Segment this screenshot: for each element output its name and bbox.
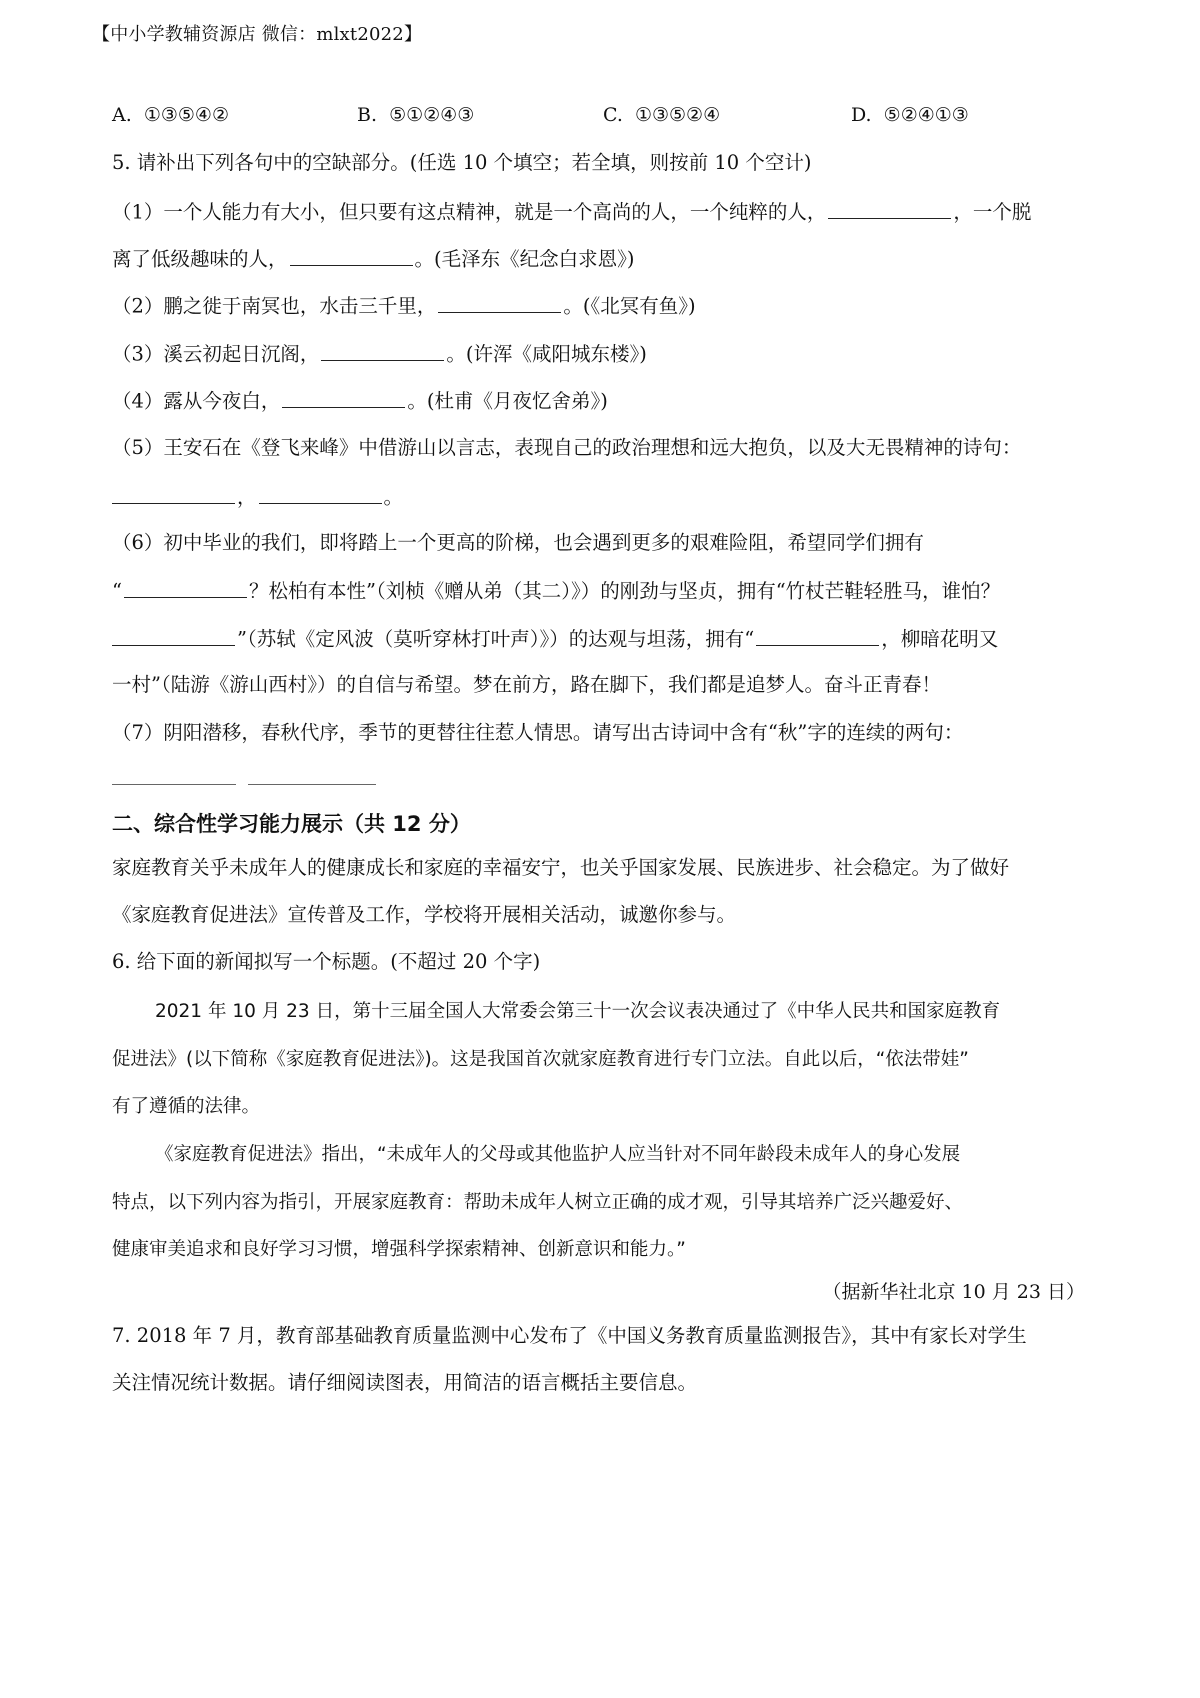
page-header-watermark: 【中小学教辅资源店 微信：mlxt2022】: [92, 24, 423, 45]
text: 。(许浑《咸阳城东楼》): [446, 342, 647, 366]
q5-item-7: （7）阴阳潜移，春秋代序，季节的更替往往惹人情思。请写出古诗词中含有“秋”字的连续的两句：: [112, 721, 964, 744]
text: 。(杜甫《月夜忆舍弟》): [407, 389, 608, 413]
q5-item-3: [112, 341, 647, 366]
q5-item-6-line-2: [112, 578, 1000, 603]
q5-item-2: [112, 293, 696, 318]
question-5-stem: 5. 请补出下列各句中的空缺部分。(任选 10 个填空；若全填，则按前 10 个空计): [112, 151, 812, 174]
answer-choices: [0, 104, 1200, 134]
q5-item-5-line-1: （5）王安石在《登飞来峰》中借游山以言志，表现自己的政治理想和远大抱负，以及大无畏精神的诗句：: [112, 436, 1022, 459]
news-paragraph-1-line-3: 有了遵循的法律。: [112, 1096, 261, 1117]
section-2-title: 二、综合性学习能力展示（共 12 分）: [112, 812, 471, 836]
q5-item-6-line-3: [112, 626, 998, 651]
text: ，: [237, 485, 257, 509]
answer-line[interactable]: [248, 784, 376, 785]
text: ，柳暗花明又: [881, 627, 999, 651]
text: ，一个脱: [953, 200, 1032, 224]
q5-item-6-line-4: 一村”（陆游《游山西村》）的自信与希望。梦在前方，路在脚下，我们都是追梦人。奋斗正青春！: [112, 673, 941, 696]
text: （4）露从今夜白，: [112, 389, 281, 413]
question-7-line-2: 关注情况统计数据。请仔细阅读图表，用简洁的语言概括主要信息。: [112, 1371, 698, 1394]
section-2-intro-line-1: 家庭教育关乎未成年人的健康成长和家庭的幸福安宁，也关乎国家发展、民族进步、社会稳定。为了做好: [112, 856, 1010, 879]
text: ？松柏有本性”（刘桢《赠从弟（其二）》）的刚劲与坚贞，拥有“竹杖芒鞋轻胜马，谁怕？: [248, 579, 1001, 603]
q5-item-6-line-1: （6）初中毕业的我们，即将踏上一个更高的阶梯，也会遇到更多的艰难险阻，希望同学们拥有: [112, 531, 924, 554]
fill-blank[interactable]: [321, 341, 444, 361]
fill-blank[interactable]: [438, 293, 561, 313]
answer-line[interactable]: [112, 784, 236, 785]
fill-blank[interactable]: [112, 626, 235, 646]
choice-value: ①③⑤②④: [634, 104, 721, 126]
news-source: （据新华社北京 10 月 23 日）: [822, 1281, 1085, 1303]
choice-label: D.: [851, 104, 872, 126]
news-paragraph-2-line-1: 《家庭教育促进法》指出，“未成年人的父母或其他监护人应当针对不同年龄段未成年人的身心发展: [155, 1144, 961, 1165]
text: （1）一个人能力有大小，但只要有这点精神，就是一个高尚的人，一个纯粹的人，: [112, 200, 827, 224]
text: “: [112, 579, 122, 603]
text: （3）溪云初起日沉阁，: [112, 342, 320, 366]
choice-label: A.: [112, 104, 132, 126]
choice-label: C.: [603, 104, 623, 126]
text: 。(毛泽东《纪念白求恩》): [414, 247, 635, 271]
choice-value: ①③⑤④②: [143, 104, 229, 126]
fill-blank[interactable]: [259, 484, 382, 504]
text: （2）鹏之徙于南冥也，水击三千里，: [112, 294, 437, 318]
text: 。: [383, 485, 404, 509]
choice-b: [357, 104, 474, 126]
choice-a: [112, 104, 229, 126]
choice-c: [603, 104, 720, 126]
q5-item-1-line-2: [112, 246, 634, 271]
news-paragraph-1-line-2: 促进法》(以下简称《家庭教育促进法》)。这是我国首次就家庭教育进行专门立法。自此以后，“依法带娃”: [112, 1049, 969, 1070]
q5-item-4: [112, 388, 608, 413]
choice-value: ⑤②④①③: [883, 104, 969, 126]
choice-value: ⑤①②④③: [389, 104, 475, 126]
question-7-line-1: 7. 2018 年 7 月，教育部基础教育质量监测中心发布了《中国义务教育质量监测报告》，其中有家长对学生: [112, 1324, 1027, 1347]
choice-d: [851, 104, 969, 126]
fill-blank[interactable]: [828, 199, 951, 219]
news-paragraph-1-line-1: 2021 年 10 月 23 日，第十三届全国人大常委会第三十一次会议表决通过了《中华人民共和国家庭教育: [155, 1001, 1001, 1022]
news-paragraph-2-line-2: 特点，以下列内容为指引，开展家庭教育：帮助未成年人树立正确的成才观，引导其培养广泛兴趣爱好、: [112, 1192, 964, 1213]
q5-item-5-line-2: [112, 484, 403, 509]
text: ”（苏轼《定风波（莫听穿林打叶声）》）的达观与坦荡，拥有“: [237, 627, 755, 651]
fill-blank[interactable]: [282, 388, 405, 408]
q5-item-1-line-1: [112, 199, 1031, 224]
section-2-intro-line-2: 《家庭教育促进法》宣传普及工作，学校将开展相关活动，诚邀你参与。: [112, 903, 737, 926]
fill-blank[interactable]: [112, 484, 235, 504]
news-paragraph-2-line-3: 健康审美追求和良好学习习惯，增强科学探索精神、创新意识和能力。”: [112, 1239, 686, 1260]
fill-blank[interactable]: [290, 246, 413, 266]
text: 离了低级趣味的人，: [112, 247, 288, 271]
text: 。(《北冥有鱼》): [563, 294, 696, 318]
fill-blank[interactable]: [756, 626, 879, 646]
fill-blank[interactable]: [124, 578, 247, 598]
choice-label: B.: [357, 104, 378, 126]
question-6-stem: 6. 给下面的新闻拟写一个标题。(不超过 20 个字): [112, 950, 541, 973]
